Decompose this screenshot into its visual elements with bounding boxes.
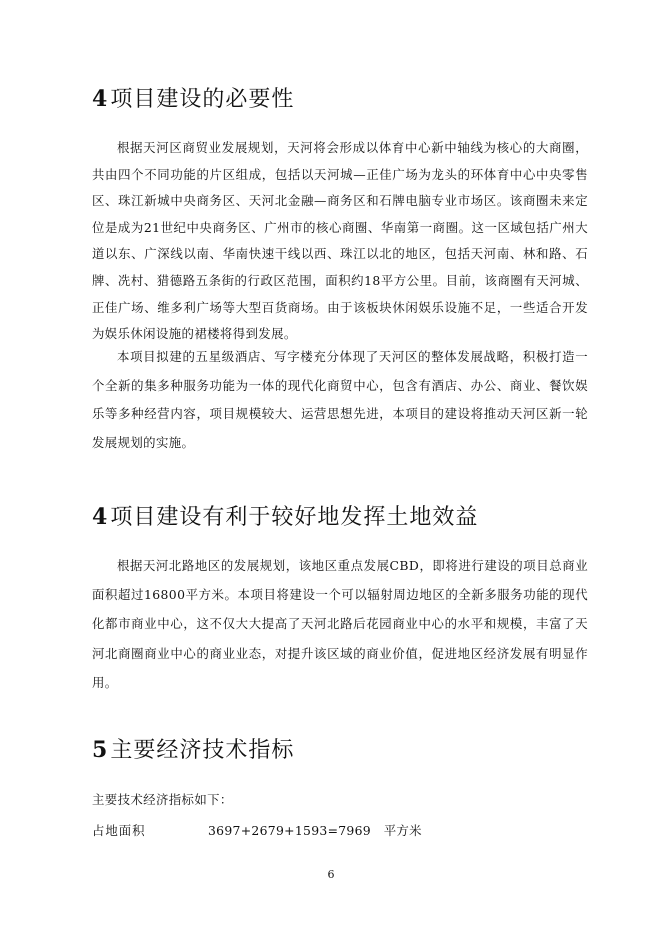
body-paragraph: 根据天河区商贸业发展规划，天河将会形成以体育中心新中轴线为核心的大商圈，共由四个不同功能的片区组成，包括以天河城—正佳广场为龙头的环体育中心中央零售区、珠江新城中央商务区、天河北金融—商务区和石牌电脑专业市场区。该商圈未来定位是成为21世纪中央商务区、广州市的核心商圈、华南第一商圈。这一区域包括广州大道以东、广深线以南、华南快速干线以西、珠江以北的地区，包括天河南、林和路、石牌、冼村、猎德路五条街的行政区范围，面积约18平方公里。目前，该商圈有天河城、正佳广场、维多利广场等大型百货商场。由于该板块休闲娱乐设施不足，一些适合开发为娱乐休闲设施的裙楼将得到发展。 bbox=[92, 140, 588, 342]
metric-row bbox=[92, 821, 422, 839]
metric-unit: 平方米 bbox=[383, 823, 422, 838]
section-title: 项目建设有利于较好地发挥土地效益 bbox=[110, 505, 479, 530]
section-heading-land-benefit bbox=[92, 500, 478, 531]
section-number: 4 bbox=[92, 504, 109, 530]
metric-value: 3697+2679+1593=7969 bbox=[208, 823, 371, 838]
page-number: 6 bbox=[327, 868, 335, 881]
section-heading-indicators bbox=[92, 733, 294, 764]
body-paragraph: 根据天河北路地区的发展规划，该地区重点发展CBD，即将进行建设的项目总商业面积超过16800平方米。本项目将建设一个可以辐射周边地区的全新多服务功能的现代化都市商业中心，这不仅大大提高了天河北路后花园商业中心的水平和规模，丰富了天河北商圈商业中心的商业业态，对提升该区域的商业价值，促进地区经济发展有明显作用。 bbox=[92, 558, 588, 690]
section-heading-necessity bbox=[92, 82, 294, 113]
indicators-intro: 主要技术经济指标如下： bbox=[92, 792, 233, 807]
section-number: 5 bbox=[92, 737, 109, 763]
metric-value-group bbox=[208, 821, 422, 839]
body-paragraph: 本项目拟建的五星级酒店、写字楼充分体现了天河区的整体发展战略，积极打造一个全新的集多种服务功能为一体的现代化商贸中心，包含有酒店、办公、商业、餐饮娱乐等多种经营内容，项目规模较大、运营思想先进，本项目的建设将推动天河区新一轮发展规划的实施。 bbox=[92, 349, 588, 450]
metric-label: 占地面积 bbox=[92, 823, 146, 838]
section-number: 4 bbox=[92, 86, 109, 112]
section-title: 项目建设的必要性 bbox=[110, 87, 295, 112]
section-title: 主要经济技术指标 bbox=[110, 738, 295, 763]
